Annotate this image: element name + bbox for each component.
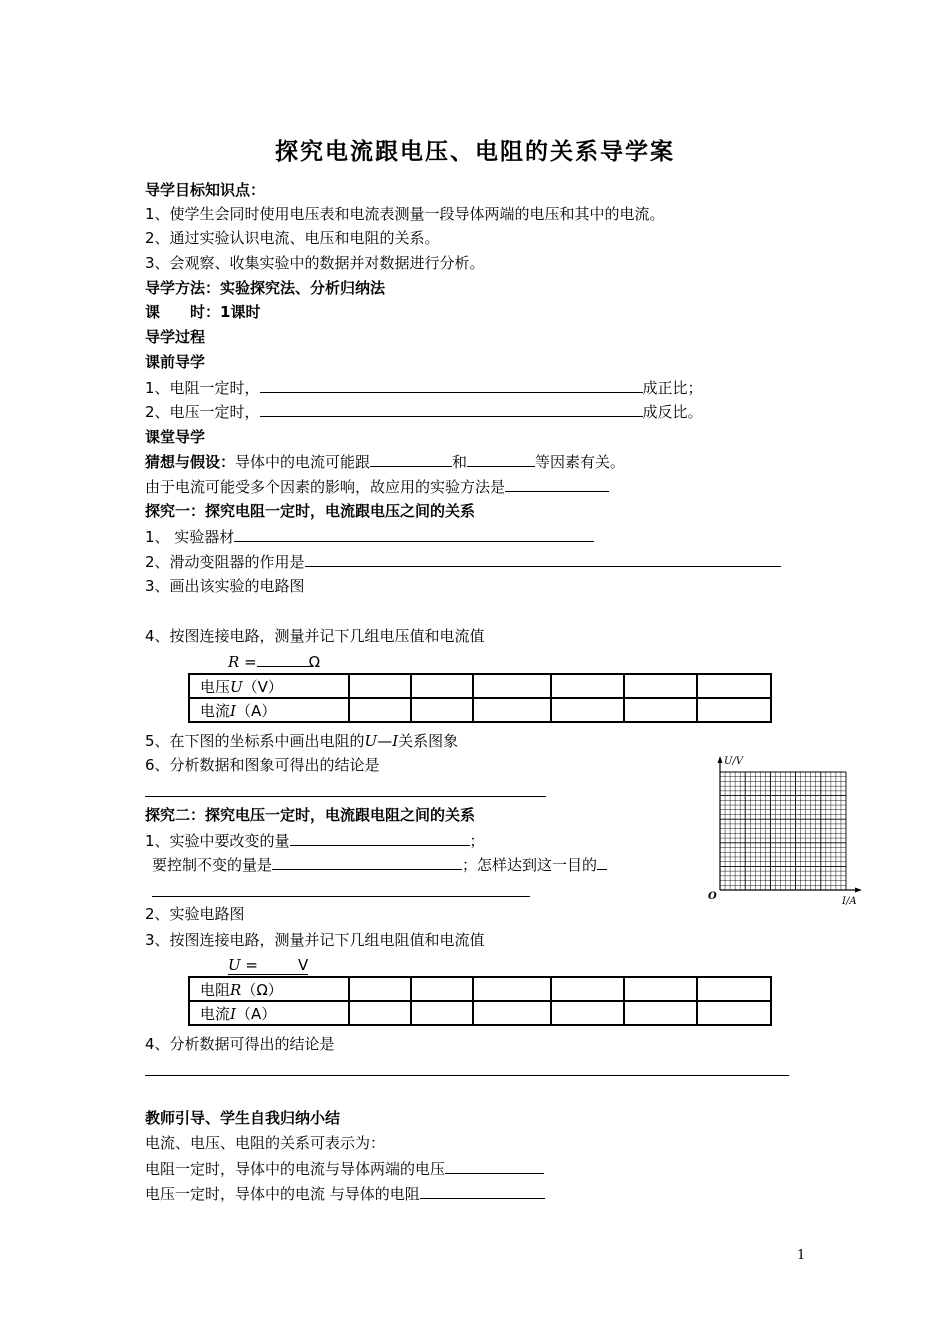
pre-q1-tail: 成正比； — [642, 379, 703, 397]
guess-blank-2[interactable] — [467, 451, 535, 467]
conclusion2-blank[interactable] — [145, 1075, 789, 1076]
summary-blank-2[interactable] — [420, 1183, 545, 1199]
row-label-voltage: 电压U（V） — [189, 674, 349, 698]
in-class-heading: 课堂导学 — [145, 428, 206, 446]
pre-q2-text: 2、电压一定时， — [145, 403, 260, 421]
method-question — [145, 476, 609, 497]
q5-tail: 关系图象 — [398, 732, 459, 750]
inquiry1-q1 — [145, 526, 594, 547]
guess-label: 猜想与假设： — [145, 453, 236, 471]
conclusion1-blank[interactable] — [145, 796, 546, 797]
guess-text-b: 等因素有关。 — [535, 453, 626, 471]
q5-i: I — [392, 732, 399, 750]
summary-line-1: 电流、电压、电阻的关系可表示为： — [145, 1134, 386, 1152]
row-label-resistance: 电阻R（Ω） — [189, 977, 349, 1001]
table-cell[interactable] — [411, 674, 473, 698]
control-variable-blank[interactable] — [272, 854, 462, 870]
page-title: 探究电流跟电压、电阻的关系导学案 — [275, 139, 675, 165]
r-value-blank[interactable] — [257, 651, 309, 667]
table-cell[interactable] — [624, 1001, 697, 1025]
table-cell[interactable] — [697, 977, 771, 1001]
table-cell[interactable] — [551, 698, 624, 722]
table-cell[interactable] — [349, 1001, 411, 1025]
inquiry1-heading: 探究一：探究电阻一定时，电流跟电压之间的关系 — [145, 502, 476, 520]
voltage-current-table — [188, 673, 772, 723]
pre-q1-blank[interactable] — [260, 377, 643, 393]
origin-label: O — [708, 891, 717, 902]
row-label-current: 电流I（A） — [189, 1001, 349, 1025]
inquiry2-q1 — [145, 830, 485, 851]
u-equals: = — [240, 956, 258, 974]
table-cell[interactable] — [697, 698, 771, 722]
table-row — [189, 698, 771, 722]
table-cell[interactable] — [551, 1001, 624, 1025]
guess-and: 和 — [452, 453, 468, 471]
pre-q2-blank[interactable] — [260, 401, 643, 417]
summary-line-2 — [145, 1158, 544, 1179]
method-blank[interactable] — [505, 476, 609, 492]
control-method-blank-start[interactable] — [597, 854, 607, 870]
summary-line-3 — [145, 1183, 545, 1204]
guess-blank-1[interactable] — [370, 451, 452, 467]
pre-class-heading: 课前导学 — [145, 353, 206, 371]
u-unit: V — [298, 956, 309, 974]
inquiry1-q3: 3、画出该实验的电路图 — [145, 577, 305, 595]
table-row — [189, 977, 771, 1001]
table-cell[interactable] — [624, 674, 697, 698]
table-cell[interactable] — [551, 674, 624, 698]
table-cell[interactable] — [349, 674, 411, 698]
resistance-current-table — [188, 976, 772, 1026]
x-axis-arrow — [855, 888, 862, 893]
page-number: 1 — [797, 1248, 806, 1263]
inquiry1-q1-text: 1、 实验器材 — [145, 528, 235, 546]
control-question: ；怎样达到这一目的 — [462, 856, 598, 874]
table-cell[interactable] — [349, 977, 411, 1001]
table-cell[interactable] — [624, 977, 697, 1001]
inquiry1-q2-text: 2、滑动变阻器的作用是 — [145, 553, 305, 571]
r-unit: Ω — [308, 653, 321, 671]
inquiry1-q6: 6、分析数据和图象可得出的结论是 — [145, 756, 380, 774]
equipment-blank[interactable] — [234, 526, 594, 542]
table-cell[interactable] — [411, 1001, 473, 1025]
table-cell[interactable] — [473, 1001, 551, 1025]
pre-class-q2 — [145, 401, 703, 422]
goal-item-1: 1、使学生会同时使用电压表和电流表测量一段导体两端的电压和其中的电流。 — [145, 205, 665, 223]
inquiry2-q2: 2、实验电路图 — [145, 905, 245, 923]
table-cell[interactable] — [411, 977, 473, 1001]
inquiry2-q4: 4、分析数据可得出的结论是 — [145, 1035, 335, 1053]
table-cell[interactable] — [349, 698, 411, 722]
guess-text-a: 导体中的电流可能跟 — [235, 453, 371, 471]
row-label-current: 电流I（A） — [189, 698, 349, 722]
r-symbol: R — [228, 653, 240, 671]
inquiry2-q1-text: 1、实验中要改变的量 — [145, 832, 290, 850]
period-line — [145, 302, 260, 322]
table-row — [189, 1001, 771, 1025]
y-axis-arrow — [718, 756, 723, 763]
table-cell[interactable] — [551, 977, 624, 1001]
table-cell[interactable] — [473, 674, 551, 698]
table-cell[interactable] — [697, 674, 771, 698]
u-i-graph[interactable] — [706, 754, 866, 914]
table-cell[interactable] — [697, 1001, 771, 1025]
table-row — [189, 674, 771, 698]
inquiry2-heading: 探究二：探究电压一定时，电流跟电阻之间的关系 — [145, 806, 476, 824]
inquiry1-q5 — [145, 731, 458, 751]
period-label: 课 时： — [145, 303, 221, 321]
table-cell[interactable] — [411, 698, 473, 722]
inquiry2-q1-control — [152, 854, 607, 875]
changed-variable-blank[interactable] — [290, 830, 470, 846]
goal-item-3: 3、会观察、收集实验中的数据并对数据进行分析。 — [145, 254, 485, 272]
guess-line — [145, 451, 625, 472]
goals-heading: 导学目标知识点： — [145, 181, 266, 199]
control-method-blank[interactable] — [152, 896, 530, 897]
q5-text: 5、在下图的坐标系中画出电阻的 — [145, 732, 365, 750]
pre-q2-tail: 成反比。 — [642, 403, 703, 421]
method-question-text: 由于电流可能受多个因素的影响，故应用的实验方法是 — [145, 478, 506, 496]
resistance-setting — [228, 651, 320, 672]
q5-u: U — [364, 732, 378, 750]
rheostat-blank[interactable] — [305, 551, 781, 567]
graph-grid — [720, 772, 846, 890]
inquiry2-q1-tail: ； — [469, 832, 485, 850]
goal-item-2: 2、通过实验认识电流、电压和电阻的关系。 — [145, 229, 440, 247]
table-cell[interactable] — [473, 698, 551, 722]
summary-line-3-text: 电压一定时，导体中的电流 与导体的电阻 — [145, 1185, 420, 1203]
method-line: 导学方法：实验探究法、分析归纳法 — [145, 279, 386, 297]
period-value: 1课时 — [220, 303, 261, 321]
inquiry1-q4: 4、按图连接电路，测量并记下几组电压值和电流值 — [145, 627, 485, 645]
x-axis-label: I/A — [842, 896, 857, 907]
table-cell[interactable] — [624, 698, 697, 722]
q5-dash: — — [377, 732, 393, 750]
summary-line-2-text: 电阻一定时，导体中的电流与导体两端的电压 — [145, 1160, 446, 1178]
pre-q1-text: 1、电阻一定时， — [145, 379, 260, 397]
u-symbol: U — [228, 956, 241, 974]
summary-heading: 教师引导、学生自我归纳小结 — [145, 1109, 341, 1127]
inquiry1-q2 — [145, 551, 781, 572]
process-heading: 导学过程 — [145, 328, 206, 346]
inquiry2-q3: 3、按图连接电路，测量并记下几组电阻值和电流值 — [145, 931, 485, 949]
summary-blank-1[interactable] — [445, 1158, 544, 1174]
voltage-setting — [228, 955, 308, 975]
pre-class-q1 — [145, 377, 703, 398]
control-text: 要控制不变的量是 — [152, 856, 273, 874]
table-cell[interactable] — [473, 977, 551, 1001]
y-axis-label: U/V — [724, 756, 744, 767]
r-equals: = — [239, 653, 257, 671]
